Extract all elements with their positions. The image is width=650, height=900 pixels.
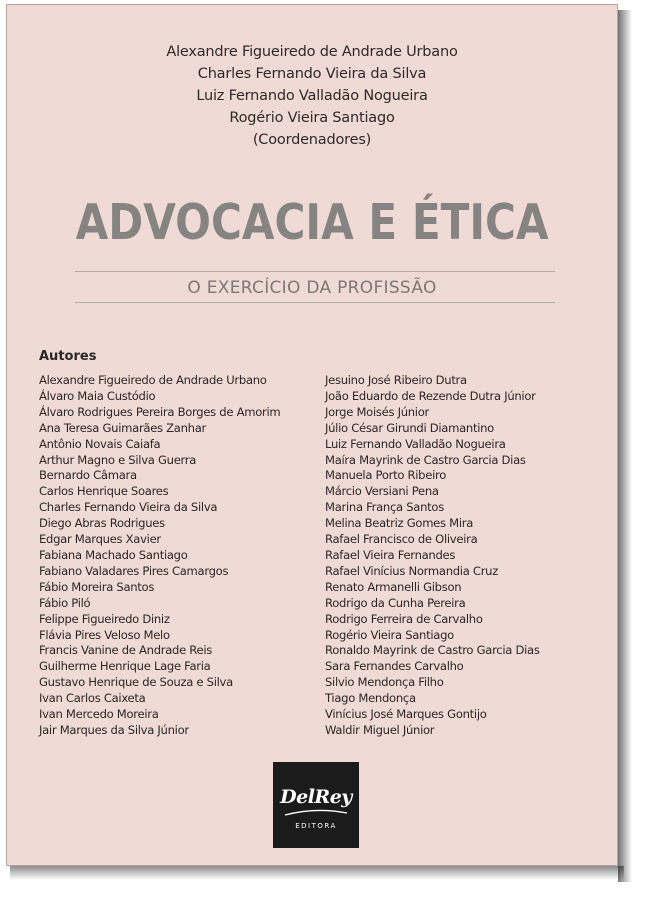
author-name: Flávia Pires Veloso Melo (39, 627, 170, 642)
title-rule-bottom (75, 302, 555, 303)
author-name: Antônio Novais Caiafa (39, 436, 161, 451)
book-cover (6, 4, 618, 866)
author-name: Ronaldo Mayrink de Castro Garcia Dias (325, 643, 540, 658)
author-name: Álvaro Maia Custódio (39, 388, 156, 403)
author-name: Sara Fernandes Carvalho (325, 659, 464, 674)
author-name: Bernardo Câmara (39, 468, 137, 483)
coordinators-role: (Coordenadores) (252, 132, 372, 148)
author-name: Guilherme Henrique Lage Faria (39, 659, 211, 674)
author-name: Jorge Moisés Júnior (325, 404, 429, 419)
book-title: ADVOCACIA E ÉTICA (75, 194, 549, 251)
authors-heading: Autores (39, 349, 97, 364)
author-name: Álvaro Rodrigues Pereira Borges de Amorim (39, 404, 281, 419)
author-name: Rogério Vieira Santiago (325, 627, 454, 642)
author-name: Edgar Marques Xavier (39, 532, 161, 547)
coordinator-name: Luiz Fernando Valladão Nogueira (196, 88, 428, 104)
publisher-logo (273, 762, 359, 848)
author-name: Vinícius José Marques Gontijo (325, 707, 487, 722)
cover-shadow-bottom (10, 866, 624, 880)
author-name: Rafael Vinícius Normandia Cruz (325, 563, 499, 578)
book-subtitle: O EXERCÍCIO DA PROFISSÃO (187, 278, 437, 298)
author-name: Melina Beatriz Gomes Mira (325, 516, 474, 531)
author-name: Ana Teresa Guimarães Zanhar (39, 420, 206, 435)
author-name: Carlos Henrique Soares (39, 484, 169, 499)
title-rule-top (75, 271, 555, 272)
swoosh-icon (283, 808, 349, 818)
author-name: Rodrigo da Cunha Pereira (325, 595, 466, 610)
coordinators-block (7, 41, 617, 151)
author-name: Rafael Vieira Fernandes (325, 547, 456, 562)
author-name: Márcio Versiani Pena (325, 484, 439, 499)
author-name: Gustavo Henrique de Souza e Silva (39, 675, 233, 690)
author-name: Rodrigo Ferreira de Carvalho (325, 611, 483, 626)
author-name: Tiago Mendonça (325, 691, 416, 706)
author-name: Luiz Fernando Valladão Nogueira (325, 436, 506, 451)
coordinator-name: Charles Fernando Vieira da Silva (197, 66, 427, 82)
author-name: Marina França Santos (325, 500, 444, 515)
author-name: João Eduardo de Rezende Dutra Júnior (325, 388, 536, 403)
author-name: Diego Abras Rodrigues (39, 516, 165, 531)
author-name: Maíra Mayrink de Castro Garcia Dias (325, 452, 526, 467)
cover-shadow-right (618, 10, 632, 882)
author-name: Ivan Mercedo Moreira (39, 707, 159, 722)
publisher-label: EDITORA (295, 822, 337, 830)
author-name: Jair Marques da Silva Júnior (39, 722, 189, 737)
author-name: Rafael Francisco de Oliveira (325, 532, 478, 547)
author-name: Fabiano Valadares Pires Camargos (39, 563, 229, 578)
coordinator-name: Rogério Vieira Santiago (229, 110, 395, 126)
author-name: Fábio Piló (39, 595, 91, 610)
authors-list-right (325, 373, 540, 739)
coordinator-name: Alexandre Figueiredo de Andrade Urbano (166, 44, 458, 60)
author-name: Francis Vanine de Andrade Reis (39, 643, 213, 658)
author-name: Renato Armanelli Gibson (325, 579, 462, 594)
author-name: Júlio César Girundi Diamantino (325, 420, 494, 435)
author-name: Jesuino José Ribeiro Dutra (325, 373, 467, 387)
author-name: Silvio Mendonça Filho (325, 675, 444, 690)
publisher-name: DelRey (280, 786, 352, 808)
authors-list-left (39, 373, 280, 739)
author-name: Ivan Carlos Caixeta (39, 691, 146, 706)
author-name: Fábio Moreira Santos (39, 579, 155, 594)
author-name: Manuela Porto Ribeiro (325, 468, 447, 483)
author-name: Fabiana Machado Santiago (39, 547, 188, 562)
author-name: Alexandre Figueiredo de Andrade Urbano (39, 373, 267, 387)
author-name: Waldir Miguel Júnior (325, 722, 435, 737)
author-name: Arthur Magno e Silva Guerra (39, 452, 197, 467)
author-name: Felippe Figueiredo Diniz (39, 611, 170, 626)
author-name: Charles Fernando Vieira da Silva (39, 500, 218, 515)
